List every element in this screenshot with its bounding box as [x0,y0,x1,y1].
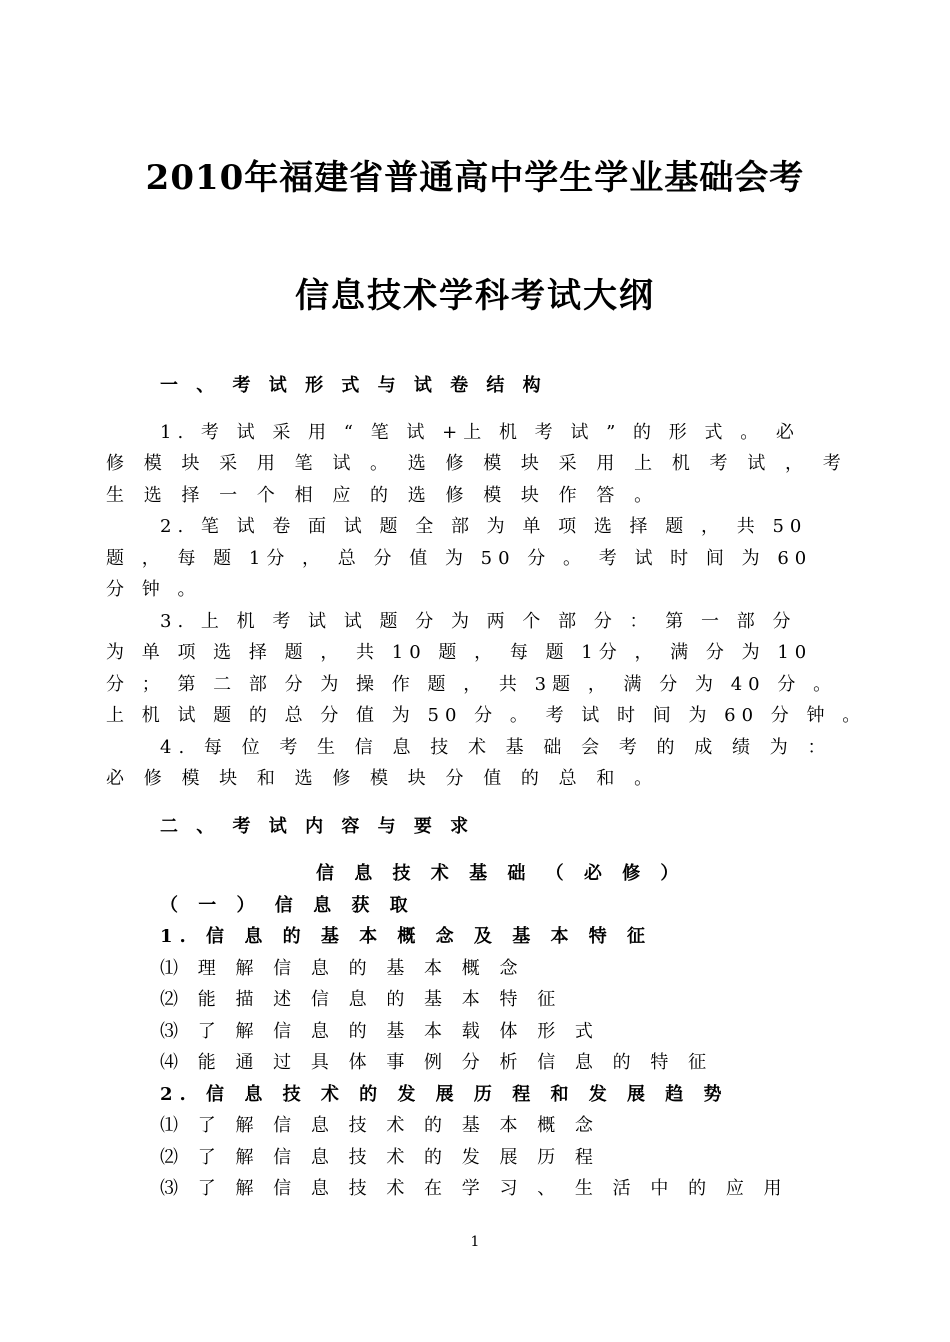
section1-heading: 一 、 考 试 形 式 与 试 卷 结 构 [160,375,547,396]
para4-line2: 必 修 模 块 和 选 修 模 块 分 值 的 总 和 。 [106,768,660,789]
module-title: 信 息 技 术 基 础 （ 必 修 ） [316,863,686,884]
topic1-item: ⑴ 理 解 信 息 的 基 本 概 念 [160,958,525,979]
section2-heading: 二 、 考 试 内 容 与 要 求 [160,816,475,837]
topic2-item: ⑵ 了 解 信 息 技 术 的 发 展 历 程 [160,1147,600,1168]
para1-line2: 修 模 块 采 用 笔 试 。 选 修 模 块 采 用 上 机 考 试 ， 考 [106,453,848,474]
document-title-line2: 信息技术学科考试大纲 [295,276,655,316]
para3-line1: 3. 上 机 考 试 试 题 分 为 两 个 部 分 ： 第 一 部 分 [160,611,797,632]
part1-heading: （ 一 ） 信 息 获 取 [160,895,415,916]
para3-line3: 分 ； 第 二 部 分 为 操 作 题 ， 共 3题 ， 满 分 为 40 分 。 [106,674,838,695]
para2-line2: 题 ， 每 题 1分 ， 总 分 值 为 50 分 。 考 试 时 间 为 60 [106,548,813,569]
para1-line3: 生 选 择 一 个 相 应 的 选 修 模 块 作 答 。 [106,485,660,506]
topic2-item: ⑴ 了 解 信 息 技 术 的 基 本 概 念 [160,1115,600,1136]
para4-line1: 4. 每 位 考 生 信 息 技 术 基 础 会 考 的 成 绩 为 ： [160,737,833,758]
topic2-item: ⑶ 了 解 信 息 技 术 在 学 习 、 生 活 中 的 应 用 [160,1178,789,1199]
topic1-item: ⑷ 能 通 过 具 体 事 例 分 析 信 息 的 特 征 [160,1052,714,1073]
para2-line1: 2. 笔 试 卷 面 试 题 全 部 为 单 项 选 择 题 ， 共 50 [160,516,808,537]
page-number: 1 [470,1234,480,1250]
topic1-item: ⑵ 能 描 述 信 息 的 基 本 特 征 [160,989,563,1010]
topic1-heading: 1. 信 息 的 基 本 概 念 及 基 本 特 征 [160,926,652,947]
para1-line1: 1. 考 试 采 用 “ 笔 试 +上 机 考 试 ” 的 形 式 。 必 [160,422,800,443]
para3-line2: 为 单 项 选 择 题 ， 共 10 题 ， 每 题 1分 ， 满 分 为 10 [106,642,813,663]
topic1-item: ⑶ 了 解 信 息 的 基 本 载 体 形 式 [160,1021,600,1042]
document-title-line1: 2010年福建省普通高中学生学业基础会考 [145,158,805,198]
para2-line3: 分 钟 。 [106,579,202,600]
para3-line4: 上 机 试 题 的 总 分 值 为 50 分 。 考 试 时 间 为 60 分 钟 。 [106,705,867,726]
topic2-heading: 2. 信 息 技 术 的 发 展 历 程 和 发 展 趋 势 [160,1084,729,1105]
